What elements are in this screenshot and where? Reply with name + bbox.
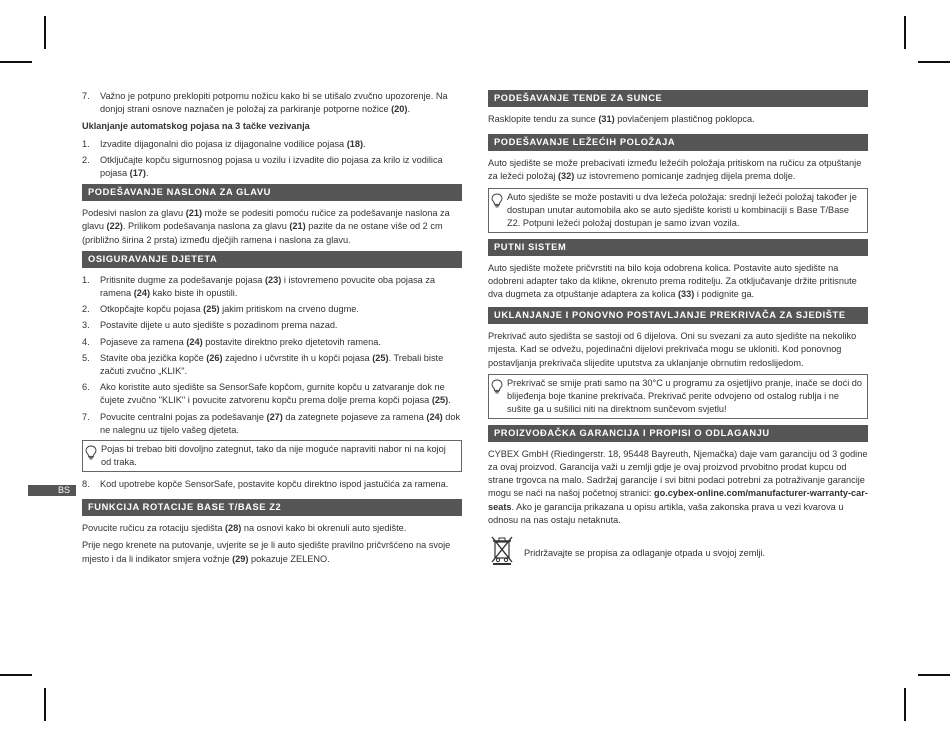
section-title-cover: UKLANJANJE I PONOVNO POSTAVLJANJE PREKRIVAČA ZA SJEDIŠTE — [488, 307, 868, 324]
section-title-warranty: PROIZVOĐAČKA GARANCIJA I PROPISI O ODLAGANJU — [488, 425, 868, 442]
list-item: 1. Izvadite dijagonalni dio pojasa iz dijagonalne vodilice pojasa (18). — [82, 138, 366, 149]
note-text: Prekrivač se smije prati samo na 30°C u programu za osjetljivo pranje, inače se doći do blijeđenja boje tkanine prekrivača. Prekrivač perite odvojeno od ostalog rublja i ne sušite ga u sušilici niti na direktnom sunčevom svjetlu! — [507, 377, 863, 414]
crop-mark-tl-h — [0, 61, 32, 63]
cover-paragraph: Prekrivač auto sjedišta se sastoji od 6 dijelova. Oni su svezani za auto sjedište na nekoliko mjesta. Kad se odvežu, pojedinačni dijelovi prekrivača mogu se ukloniti. Kod ponovnog postavljanja prekrivača slijedite uputstva za uklanjanje obrnutim redoslijedom. — [488, 331, 857, 368]
right-column — [488, 90, 868, 570]
list-item: 2. Otkopčajte kopču pojasa (25) jakim pritiskom na crveno dugme. — [82, 304, 359, 315]
rotation-paragraph-2: Prije nego krenete na putovanje, uvjerite se je li auto sjedište pravilno pričvršćeno na svoje mjesto i da li indikator smjera vožnje (29) pokazuje ZELENO. — [82, 540, 451, 564]
crossed-bin-icon — [490, 535, 514, 570]
section-title-headrest: PODEŠAVANJE NASLONA ZA GLAVU — [82, 184, 462, 201]
rotation-paragraph-1: Povucite ručicu za rotaciju sjedišta (28) na osnovi kako bi okrenuli auto sjedište. — [82, 523, 407, 534]
crop-mark-tl-v — [44, 16, 46, 49]
recline-paragraph: Auto sjedište se može prebacivati između ležećih položaja pritiskom na ručicu za otpuštanje za ležeći položaj (32) uz istovremeno pomicanje zadnjeg dijela prema dolje. — [488, 158, 862, 182]
section-title-travel-system: PUTNI SISTEM — [488, 239, 868, 256]
list-item: 7. Važno je potpuno preklopiti potpornu nožicu kako bi se utišalo zvučno upozorenje. Na donjoj strani osnove naznačen je položaj za parkiranje potporne nožice (20). — [82, 91, 448, 115]
section-title-rotation: FUNKCIJA ROTACIJE BASE T/BASE Z2 — [82, 499, 462, 516]
note-box — [82, 440, 462, 472]
list-item: 4. Pojaseve za ramena (24) postavite direktno preko djetetovih ramena. — [82, 336, 381, 347]
crop-mark-tr-v — [904, 16, 906, 49]
list-item: 2. Otključajte kopču sigurnosnog pojasa u vozilu i izvadite dio pojasa za krilo iz vodilica pojasa (17). — [82, 154, 443, 179]
lightbulb-icon — [85, 443, 99, 469]
warranty-link[interactable]: go.cybex-online.com/manufacturer-warranty-car-seats — [488, 488, 868, 512]
lightbulb-icon — [491, 377, 505, 416]
headrest-paragraph: Podesivi naslon za glavu (21) može se podesiti pomoću ručice za podešavanje naslona za glavu (22). Prilikom podešavanja naslona za glavu (21) pazite da ne ostane više od 2 cm (približno širina 2 prsta) između dječjih ramena i naslona za glavu. — [82, 208, 450, 245]
removal-heading: Uklanjanje automatskog pojasa na 3 tačke vezivanja — [82, 121, 310, 132]
crop-mark-tr-h — [918, 61, 950, 63]
section-title-recline: PODEŠAVANJE LEŽEĆIH POLOŽAJA — [488, 134, 868, 151]
crop-mark-br-v — [904, 688, 906, 721]
note-text: Auto sjedište se može postaviti u dva ležeća položaja: srednji ležeći položaj također je dostupan unutar automobila ako se auto sjedište koristi u kombinaciji s Base T/Base Z2. Potpuni ležeći položaj dostupan je samo izvan vozila. — [507, 191, 857, 228]
list-item: 1. Pritisnite dugme za podešavanje pojasa (23) i istovremeno povucite oba pojasa za ramena (24) kako biste ih opustili. — [82, 274, 436, 299]
section-title-sun-canopy: PODEŠAVANJE TENDE ZA SUNCE — [488, 90, 868, 107]
crop-mark-bl-h — [0, 674, 32, 676]
list-item: 5. Stavite oba jezička kopče (26) zajedno i učvrstite ih u kopči pojasa (25). Trebali biste začuti zvučno „KLIK". — [82, 352, 444, 377]
list-item: 7. Povucite centralni pojas za podešavanje (27) da zategnete pojaseve za ramena (24) dok ne nalegnu uz tijelo vašeg djeteta. — [82, 411, 461, 435]
crop-mark-br-h — [918, 674, 950, 676]
sun-canopy-paragraph: Rasklopite tendu za sunce (31) povlačenjem plastičnog poklopca. — [488, 114, 755, 124]
section-title-securing: OSIGURAVANJE DJETETA — [82, 251, 462, 268]
crop-mark-bl-v — [44, 688, 46, 721]
list-item: 8. Kod upotrebe kopče SensorSafe, postavite kopču direktno ispod jastučića za ramena. — [82, 479, 449, 490]
warranty-paragraph: CYBEX GmbH (Riedingerstr. 18, 95448 Bayreuth, Njemačka) daje vam garanciju od 3 godine za ovaj proizvod. Garancija važi u zemlji gdje je ovaj proizvod prvobitno prodat kupcu od strane trgovca na malo. Sadržaj garancije i svi bitni podaci potrebni za potraživanje garancije mogu se naći na našoj početnoj stranici: go.cybex-online.com/manufacturer-warranty-car-seats. Ako je garancija prikazana u opisu artikla, vaša zakonska prava u vezi kvarova u odnosu na nas ostaju netaknuta. — [488, 448, 868, 525]
disposal-row — [488, 535, 868, 570]
note-text: Pojas bi trebao biti dovoljno zategnut, tako da nije moguće napraviti nabor ni na kojoj od traka. — [101, 444, 446, 468]
list-item: 6. Ako koristite auto sjedište sa SensorSafe kopčom, gurnite kopču u zatvaranje dok ne čujete zvučno "KLIK" i povucite zatvorenu kopču prema dolje prema kopči pojasa (25). — [82, 382, 451, 406]
disposal-text: Pridržavajte se propisa za odlaganje otpada u svojoj zemlji. — [524, 547, 766, 558]
note-box — [488, 188, 868, 233]
travel-paragraph: Auto sjedište možete pričvrstiti na bilo koja odobrena kolica. Postavite auto sjedište na odobreni adapter tako da klikne, okrenuto prema roditelju. Za otključavanje držite pritisnute dva dugmeta za otpuštanje adaptera za kolica (33) i podignite ga. — [488, 262, 857, 300]
lightbulb-icon — [491, 191, 505, 230]
note-box — [488, 374, 868, 419]
list-item: 3. Postavite dijete u auto sjedište s pozadinom prema nazad. — [82, 320, 338, 331]
page-language-label: BS — [28, 485, 76, 496]
left-column — [82, 90, 462, 570]
